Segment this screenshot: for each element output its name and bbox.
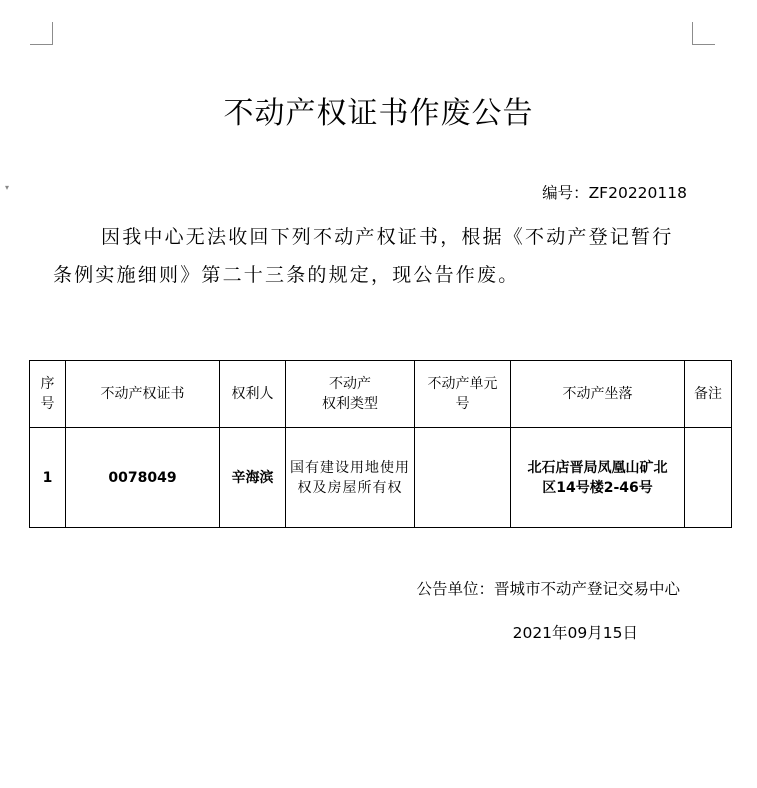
cell-cert: 0078049 [66,428,220,528]
document-number: 编号：ZF20220118 [542,184,687,202]
header-seq: 序 号 [30,361,66,428]
issuer: 公告单位：晋城市不动产登记交易中心 [416,580,680,598]
caret-down-icon: ▾ [5,183,10,192]
cell-remark [685,428,732,528]
crop-mark-top-left [30,22,53,45]
header-right-type: 不动产 权利类型 [286,361,415,428]
crop-mark-top-right [692,22,715,45]
cell-seq: 1 [30,428,66,528]
cell-right-type: 国有建设用地使用权及房屋所有权 [286,428,415,528]
header-cert: 不动产权证书 [66,361,220,428]
table-header-row [30,361,732,428]
header-location: 不动产坐落 [511,361,685,428]
notice-table [29,360,732,528]
header-unit-number: 不动产单元 号 [415,361,511,428]
header-owner: 权利人 [220,361,286,428]
cell-location: 北石店晋局凤凰山矿北区14号楼2-46号 [511,428,685,528]
issue-date: 2021年09月15日 [512,624,638,642]
header-remark: 备注 [685,361,732,428]
cell-unit-number [415,428,511,528]
page-title: 不动产权证书作废公告 [223,96,534,131]
table-row [30,428,732,528]
notice-paragraph: 因我中心无法收回下列不动产权证书，根据《不动产登记暂行条例实施细则》第二十三条的规定，现公告作废。 [53,226,674,286]
cell-owner: 辛海滨 [220,428,286,528]
